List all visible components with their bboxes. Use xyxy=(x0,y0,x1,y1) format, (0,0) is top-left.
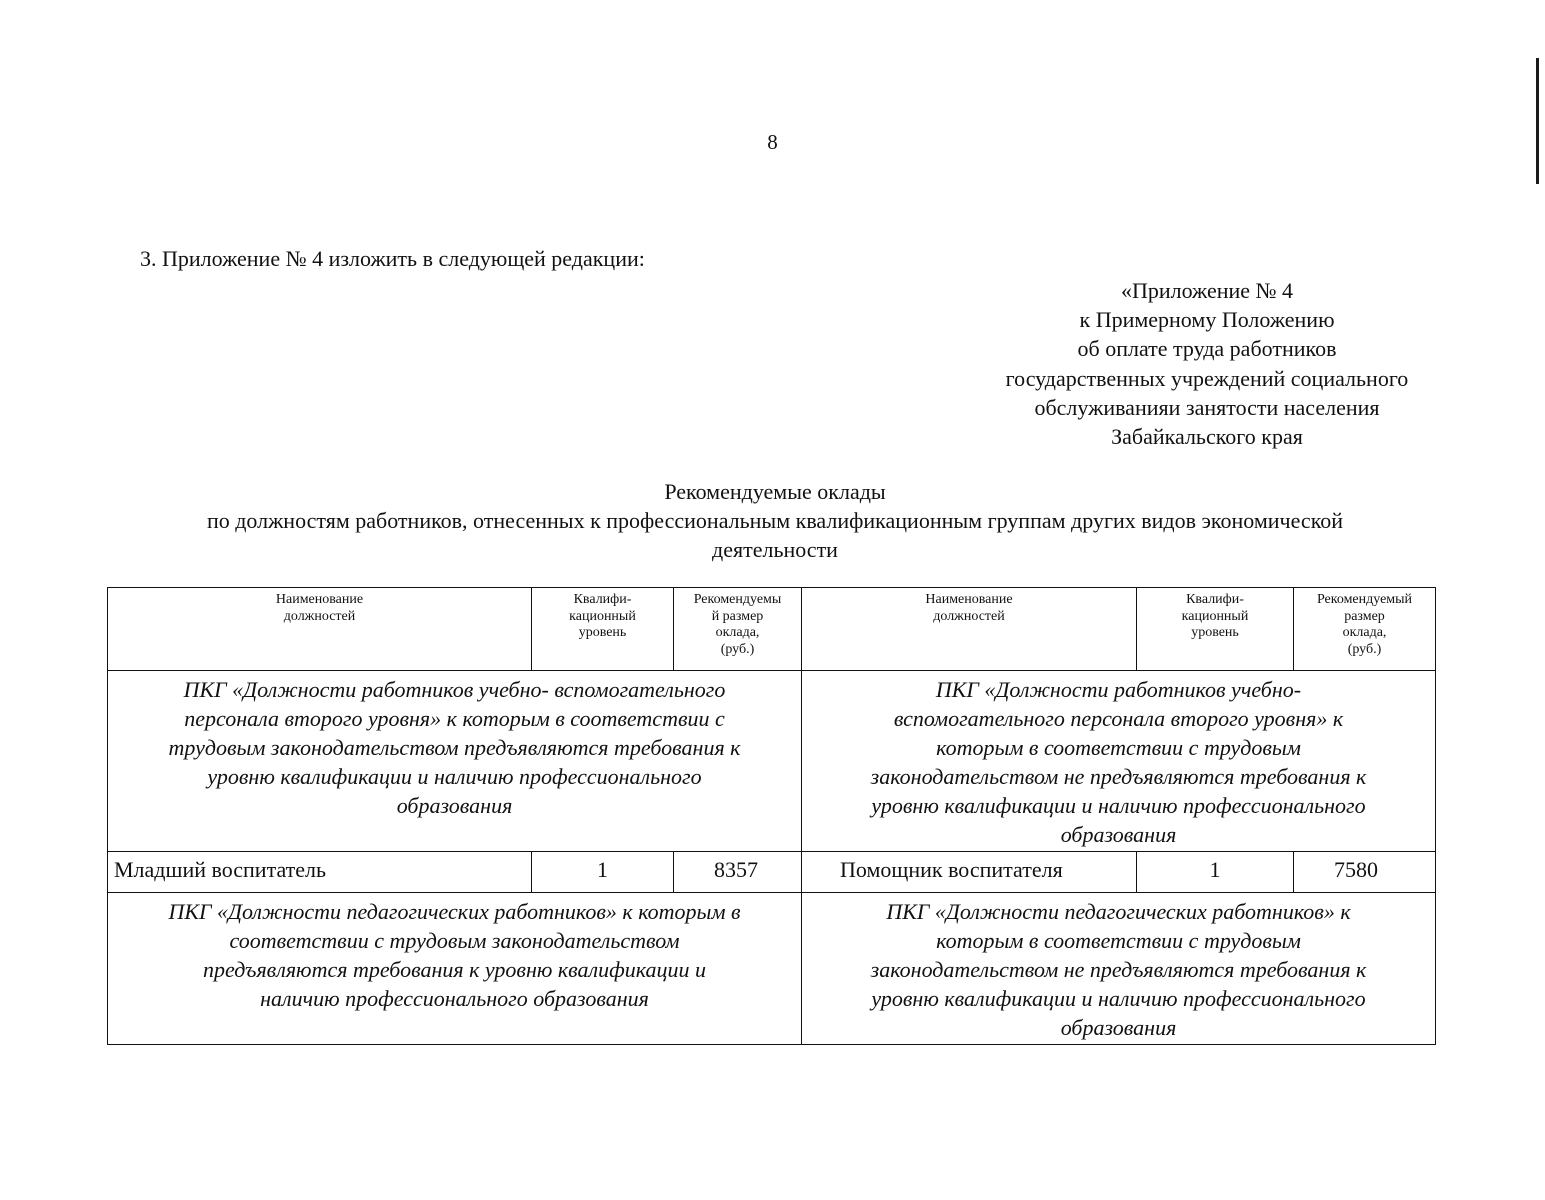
position-name: Младший воспитатель xyxy=(108,852,532,893)
qualification-level: 1 xyxy=(1137,852,1294,893)
header-position-name: Наименование должностей xyxy=(802,588,1137,671)
salary-value: 8357 xyxy=(674,852,802,893)
position-name: Помощник воспитателя xyxy=(802,852,1137,893)
group-title-left: ПКГ «Должности педагогических работников» к которым в соответствии с трудовым законодательством предъявляются требования к уровню квалификации и наличию профессионального образования xyxy=(108,893,802,1045)
salary-value: 7580 xyxy=(1294,852,1436,893)
appendix-line: об оплате труда работников xyxy=(1077,336,1337,362)
instruction-text: 3. Приложение № 4 изложить в следующей редакции: xyxy=(140,246,645,271)
appendix-line: Забайкальского края xyxy=(1111,424,1303,450)
header-qualification-level: Квалифи- кационный уровень xyxy=(1137,588,1294,671)
appendix-line: к Примерному Положению xyxy=(1079,307,1335,333)
table-heading xyxy=(100,477,1450,564)
group-title-right: ПКГ «Должности педагогических работников» к которым в соответствии с трудовым законодательством не предъявляются требования к уровню квалификации и наличию профессионального образования xyxy=(802,893,1436,1045)
header-recommended-salary: Рекомендуемый размер оклада, (руб.) xyxy=(1294,588,1436,671)
header-recommended-salary: Рекомендуемы й размер оклада, (руб.) xyxy=(674,588,802,671)
group-row xyxy=(108,671,1436,852)
qualification-level: 1 xyxy=(532,852,674,893)
group-title-left: ПКГ «Должности работников учебно- вспомогательного персонала второго уровня» к которым в соответствии с трудовым законодательством предъявляются требования к уровню квалификации и наличию профессионального образования xyxy=(108,671,802,852)
appendix-line: государственных учреждений социального xyxy=(1005,365,1409,391)
heading-subtitle: по должностям работников, отнесенных к профессиональным квалификационным группам других видов экономической xyxy=(206,508,1344,533)
scan-edge-mark xyxy=(1536,58,1539,184)
header-position-name: Наименование должностей xyxy=(108,588,532,671)
heading-title: Рекомендуемые оклады xyxy=(664,479,886,504)
appendix-reference xyxy=(960,276,1454,451)
heading-subtitle: деятельности xyxy=(712,537,838,562)
page-number: 8 xyxy=(767,130,778,154)
group-title-right: ПКГ «Должности работников учебно- вспомогательного персонала второго уровня» к которым в соответствии с трудовым законодательством не предъявляются требования к уровню квалификации и наличию профессионального образования xyxy=(802,671,1436,852)
table-header-row xyxy=(108,588,1436,671)
header-qualification-level: Квалифи- кационный уровень xyxy=(532,588,674,671)
table-row xyxy=(108,852,1436,893)
appendix-line: «Приложение № 4 xyxy=(1120,278,1294,303)
group-row xyxy=(108,893,1436,1045)
salary-table xyxy=(107,587,1436,1045)
appendix-line: обслуживанияи занятости населения xyxy=(1034,394,1380,420)
